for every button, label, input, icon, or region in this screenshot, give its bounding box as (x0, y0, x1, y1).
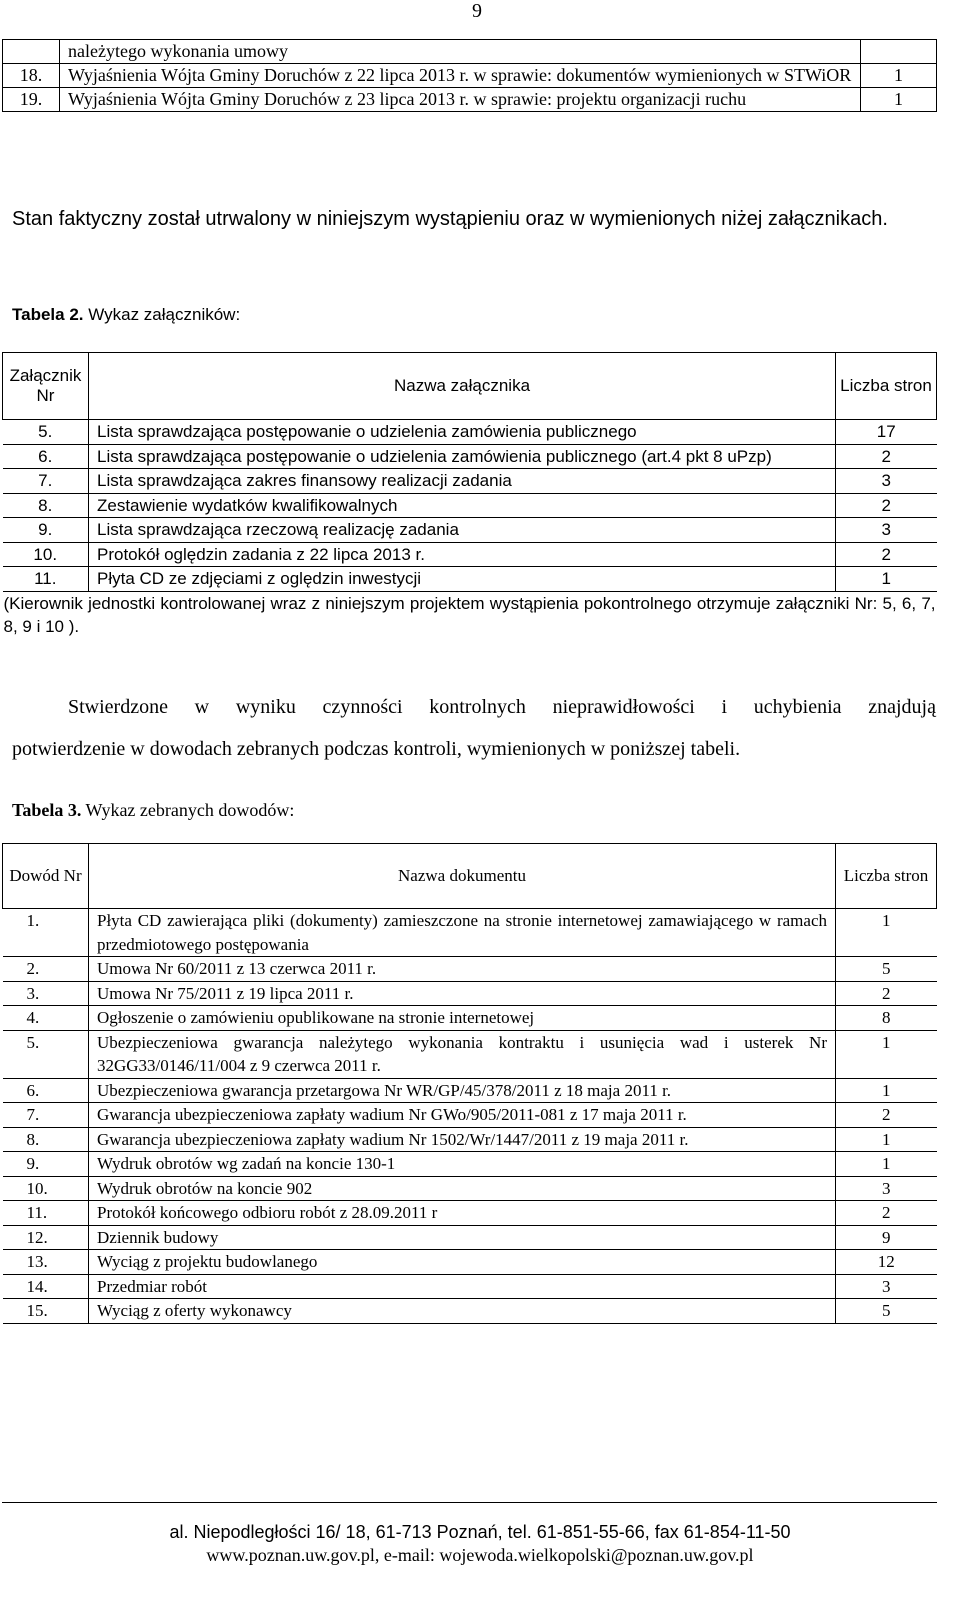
row-pages: 2 (836, 981, 937, 1006)
row-title: Ubezpieczeniowa gwarancja przetargowa Nr WR/GP/45/378/2011 z 18 maja 2011 r. (89, 1078, 836, 1103)
row-pages: 3 (836, 1274, 937, 1299)
row-number: 10. (3, 542, 89, 567)
header-pages: Liczba stron (836, 353, 937, 420)
row-pages: 17 (836, 420, 937, 445)
row-title: Płyta CD ze zdjęciami z oględzin inwestycji (89, 567, 836, 592)
header-evidence-nr: Dowód Nr (3, 844, 89, 909)
table-row (3, 1103, 937, 1128)
header-attachment-nr: Załącznik Nr (3, 353, 89, 420)
row-title: Przedmiar robót (89, 1274, 836, 1299)
table-row (3, 1078, 937, 1103)
footer-contact: www.poznan.uw.gov.pl, e-mail: wojewoda.wielkopolski@poznan.uw.gov.pl (206, 1545, 754, 1565)
table-3-caption (12, 800, 294, 821)
footer-address: al. Niepodległości 16/ 18, 61-713 Poznań, tel. 61-851-55-66, fax 61-854-11-50 (169, 1522, 791, 1542)
table-row (3, 40, 937, 64)
row-title: Lista sprawdzająca rzeczową realizację zadania (89, 518, 836, 543)
row-title: Wydruk obrotów na koncie 902 (89, 1176, 836, 1201)
row-pages: 1 (861, 88, 937, 112)
table-row (3, 1299, 937, 1324)
table-row (3, 567, 937, 592)
table-row (3, 1274, 937, 1299)
row-pages: 8 (836, 1006, 937, 1031)
table-row (3, 1006, 937, 1031)
table-row (3, 542, 937, 567)
documents-table-continued (2, 39, 937, 112)
row-pages (861, 40, 937, 64)
table-row (3, 493, 937, 518)
row-number: 10. (3, 1176, 89, 1201)
row-number: 13. (3, 1250, 89, 1275)
table-row (3, 1201, 937, 1226)
row-title: Płyta CD zawierająca pliki (dokumenty) zamieszczone na stronie internetowej zamawiającego w ramach przedmiotowego postępowania (89, 909, 836, 957)
row-title: Gwarancja ubezpieczeniowa zapłaty wadium Nr GWo/905/2011-081 z 17 maja 2011 r. (89, 1103, 836, 1128)
table-row (3, 1225, 937, 1250)
row-pages: 2 (836, 493, 937, 518)
row-number: 1. (3, 909, 89, 957)
row-pages: 1 (861, 64, 937, 88)
row-title: Dziennik budowy (89, 1225, 836, 1250)
footer-divider (2, 1502, 937, 1503)
row-title: należytego wykonania umowy (60, 40, 861, 64)
row-number: 15. (3, 1299, 89, 1324)
table-row (3, 981, 937, 1006)
row-title: Wyjaśnienia Wójta Gminy Doruchów z 22 lipca 2013 r. w sprawie: dokumentów wymienionych w STWiOR (60, 64, 861, 88)
row-number: 5. (3, 420, 89, 445)
row-pages: 1 (836, 909, 937, 957)
row-title: Wyciąg z oferty wykonawcy (89, 1299, 836, 1324)
row-pages: 1 (836, 1030, 937, 1078)
row-title: Zestawienie wydatków kwalifikowalnych (89, 493, 836, 518)
facts-paragraph: Stan faktyczny został utrwalony w niniejszym wystąpieniu oraz w wymienionych niżej załącznikach. (12, 208, 888, 230)
row-number: 5. (3, 1030, 89, 1078)
table-note-row (3, 591, 937, 639)
row-pages: 12 (836, 1250, 937, 1275)
row-title: Lista sprawdzająca zakres finansowy realizacji zadania (89, 469, 836, 494)
table-row (3, 518, 937, 543)
table-row (3, 1127, 937, 1152)
row-number: 6. (3, 1078, 89, 1103)
row-pages: 3 (836, 469, 937, 494)
row-pages: 1 (836, 567, 937, 592)
table-3-caption-text: Wykaz zebranych dowodów: (81, 800, 295, 820)
row-pages: 2 (836, 1103, 937, 1128)
header-attachment-name: Nazwa załącznika (89, 353, 836, 420)
row-number: 4. (3, 1006, 89, 1031)
table-row (3, 1250, 937, 1275)
table-2-caption (12, 305, 240, 325)
table-row (3, 957, 937, 982)
findings-line-2: potwierdzenie w dowodach zebranych podczas kontroli, wymienionych w poniższej tabeli. (12, 738, 741, 760)
row-number: 8. (3, 493, 89, 518)
table-row (3, 1176, 937, 1201)
row-number: 9. (3, 518, 89, 543)
row-number (3, 40, 60, 64)
row-title: Umowa Nr 75/2011 z 19 lipca 2011 r. (89, 981, 836, 1006)
row-number: 18. (3, 64, 60, 88)
row-title: Lista sprawdzająca postępowanie o udzielenia zamówienia publicznego (art.4 pkt 8 uPzp) (89, 444, 836, 469)
row-title: Umowa Nr 60/2011 z 13 czerwca 2011 r. (89, 957, 836, 982)
findings-line-1: Stwierdzone w wyniku czynności kontrolnych nieprawidłowości i uchybienia znajdują (68, 696, 936, 718)
table-row (3, 1030, 937, 1078)
row-title: Lista sprawdzająca postępowanie o udzielenia zamówienia publicznego (89, 420, 836, 445)
row-number: 2. (3, 957, 89, 982)
table-row (3, 909, 937, 957)
table-row (3, 1152, 937, 1177)
header-pages: Liczba stron (836, 844, 937, 909)
table-3-caption-label: Tabela 3. (12, 800, 82, 820)
table-row (3, 88, 937, 112)
table-row (3, 420, 937, 445)
row-title: Wyjaśnienia Wójta Gminy Doruchów z 23 lipca 2013 r. w sprawie: projektu organizacji ruchu (60, 88, 861, 112)
row-title: Protokół końcowego odbioru robót z 28.09.2011 r (89, 1201, 836, 1226)
row-number: 19. (3, 88, 60, 112)
row-pages: 1 (836, 1152, 937, 1177)
row-title: Gwarancja ubezpieczeniowa zapłaty wadium Nr 1502/Wr/1447/2011 z 19 maja 2011 r. (89, 1127, 836, 1152)
row-number: 12. (3, 1225, 89, 1250)
row-title: Ubezpieczeniowa gwarancja należytego wykonania kontraktu i usunięcia wad i usterek Nr 32GG33/0146/11/004 z 9 czerwca 2011 r. (89, 1030, 836, 1078)
row-pages: 5 (836, 957, 937, 982)
row-number: 7. (3, 1103, 89, 1128)
attachments-note: (Kierownik jednostki kontrolowanej wraz z niniejszym projektem wystąpienia pokontrolnego otrzymuje załączniki Nr: 5, 6, 7, 8, 9 i 10 ). (3, 591, 937, 639)
row-pages: 3 (836, 518, 937, 543)
table-row (3, 444, 937, 469)
row-number: 7. (3, 469, 89, 494)
header-document-name: Nazwa dokumentu (89, 844, 836, 909)
row-pages: 9 (836, 1225, 937, 1250)
row-number: 8. (3, 1127, 89, 1152)
row-number: 3. (3, 981, 89, 1006)
table-row (3, 469, 937, 494)
table-header (3, 844, 937, 909)
evidence-table (2, 843, 937, 1324)
row-pages: 1 (836, 1127, 937, 1152)
row-pages: 1 (836, 1078, 937, 1103)
row-number: 6. (3, 444, 89, 469)
findings-paragraph (12, 686, 936, 770)
row-number: 11. (3, 567, 89, 592)
row-number: 9. (3, 1152, 89, 1177)
table-2-caption-label: Tabela 2. (12, 305, 84, 324)
row-title: Wydruk obrotów wg zadań na koncie 130-1 (89, 1152, 836, 1177)
table-2-caption-text: Wykaz załączników: (83, 305, 241, 324)
row-title: Ogłoszenie o zamówieniu opublikowane na stronie internetowej (89, 1006, 836, 1031)
row-pages: 3 (836, 1176, 937, 1201)
table-header (3, 353, 937, 420)
row-pages: 5 (836, 1299, 937, 1324)
page-number: 9 (472, 0, 482, 22)
evidence-table-body (3, 909, 937, 1324)
row-number: 14. (3, 1274, 89, 1299)
row-pages: 2 (836, 1201, 937, 1226)
row-pages: 2 (836, 444, 937, 469)
attachments-table (2, 352, 937, 639)
row-title: Wyciąg z projektu budowlanego (89, 1250, 836, 1275)
table-row (3, 64, 937, 88)
row-title: Protokół oględzin zadania z 22 lipca 2013 r. (89, 542, 836, 567)
row-number: 11. (3, 1201, 89, 1226)
row-pages: 2 (836, 542, 937, 567)
